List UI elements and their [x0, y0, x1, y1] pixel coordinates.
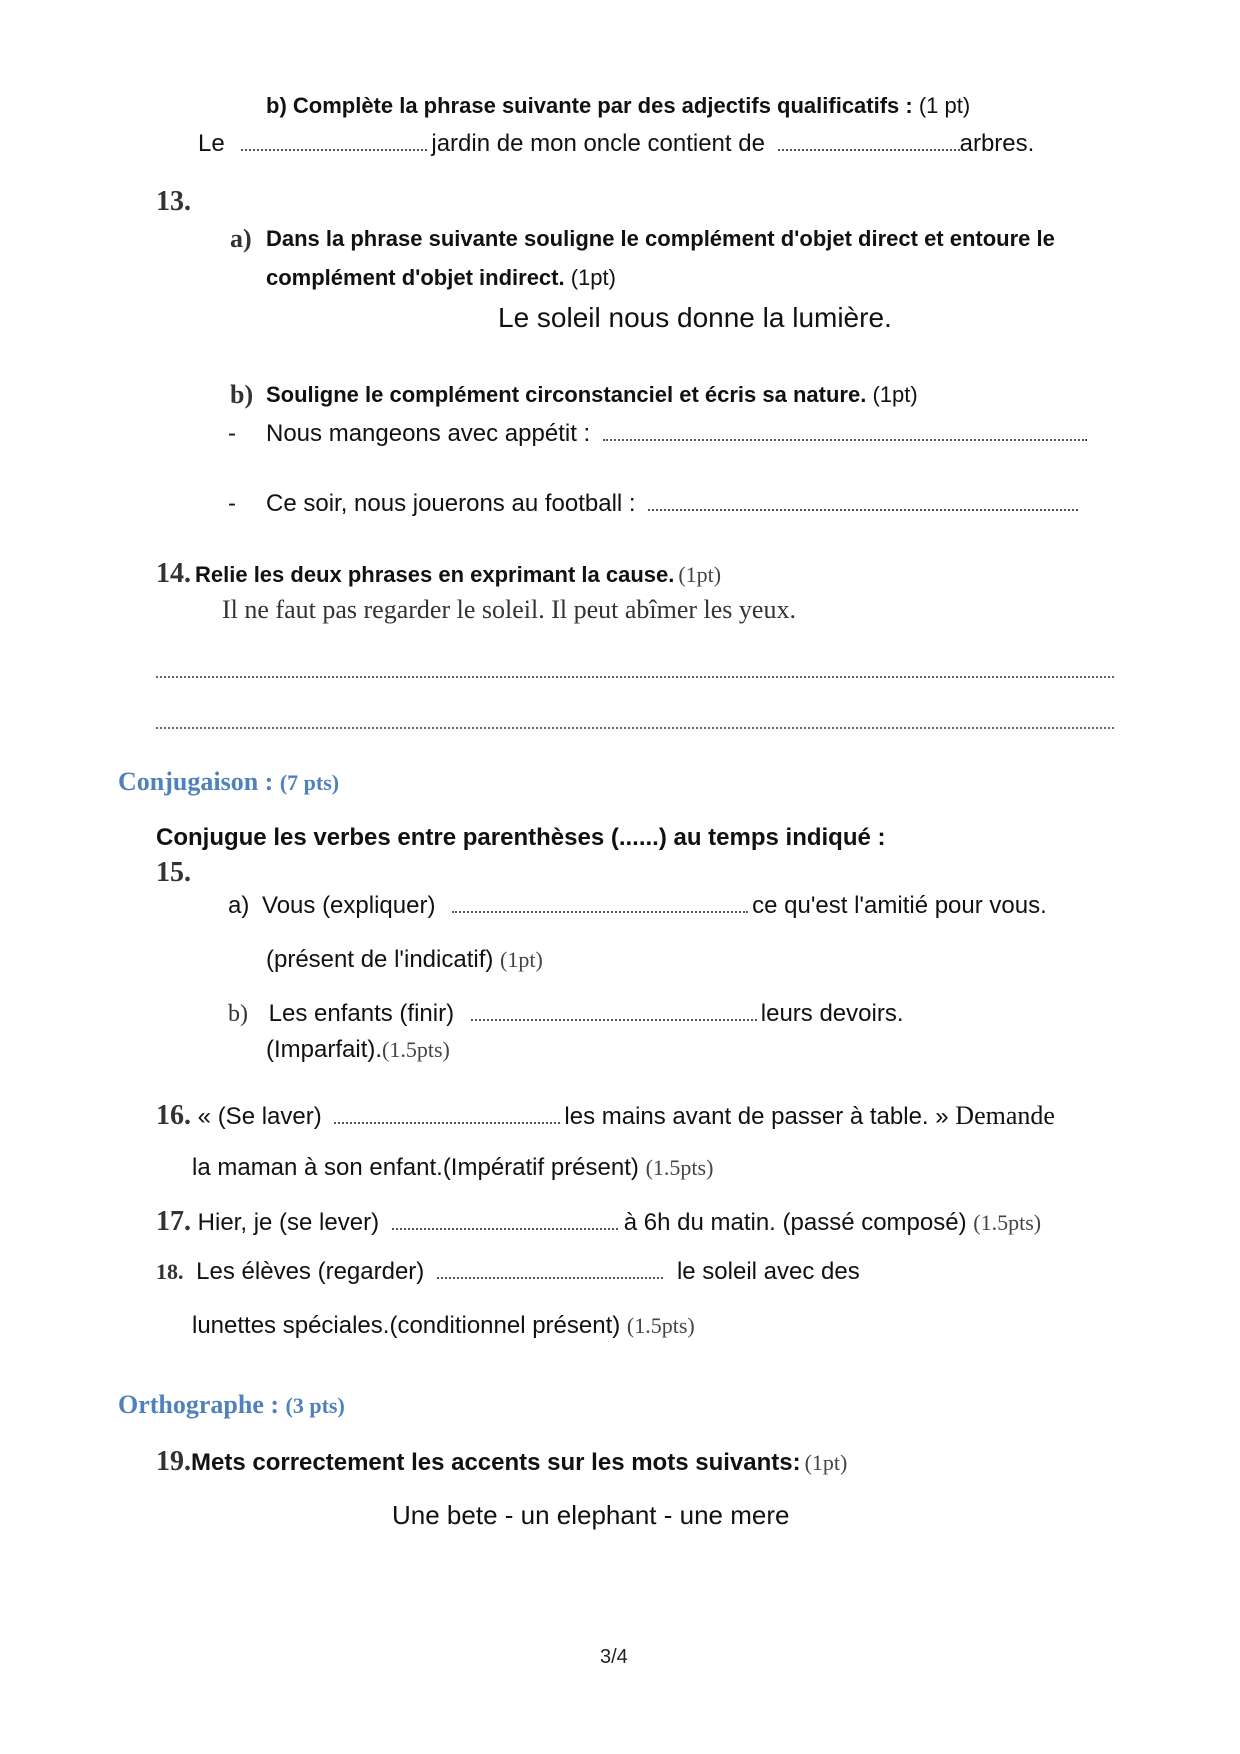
page-number: 3/4 [600, 1646, 628, 1668]
q13b-label: b) [230, 380, 254, 409]
q19-number: 19. [156, 1446, 191, 1477]
q18-points: (1.5pts) [626, 1313, 695, 1338]
q13a-label: a) [230, 224, 252, 253]
q13b-points: (1pt) [872, 382, 918, 407]
q15b-points: (1.5pts) [382, 1037, 450, 1062]
q14-points: (1pt) [678, 562, 722, 587]
q18-part2: le soleil avec des [676, 1258, 860, 1285]
q13b-item-2-text [266, 490, 1078, 518]
q13b-instruction [266, 382, 918, 408]
q13b-item-bullet: - [228, 420, 236, 447]
q15b-tense: (Imparfait). [266, 1036, 383, 1063]
q15b-line [228, 1000, 904, 1028]
q15b-label: b) [228, 1001, 248, 1027]
q15a-label: a) [228, 892, 250, 919]
q17-line [156, 1206, 1041, 1238]
q12b-title: b) Complète la phrase suivante par des adjectifs qualificatifs : [266, 93, 913, 118]
q12b-part2: jardin de mon oncle contient de [431, 130, 765, 157]
q16-blank[interactable] [334, 1104, 560, 1124]
q16-points: (1.5pts) [645, 1155, 714, 1180]
q18-part1: Les élèves (regarder) [196, 1258, 425, 1285]
q17-blank[interactable] [392, 1210, 618, 1230]
q19-words: Une bete - un elephant - une mere [392, 1500, 790, 1530]
q14-sentence: Il ne faut pas regarder le soleil. Il peut abîmer les yeux. [222, 595, 796, 624]
q13b-item-bullet: - [228, 490, 236, 517]
q16-line-2 [192, 1154, 713, 1182]
q17-part1: Hier, je (se lever) [197, 1209, 380, 1236]
orthographe-title: Orthographe : [118, 1390, 280, 1419]
q18-number: 18. [156, 1259, 184, 1284]
orthographe-points: (3 pts) [285, 1393, 345, 1418]
q15a-points: (1pt) [500, 947, 543, 972]
q13b-item-1-label: Nous mangeons avec appétit : [266, 420, 591, 447]
q13b-item-2-label: Ce soir, nous jouerons au football : [266, 490, 636, 517]
q16-part3: Demande [955, 1101, 1055, 1130]
q15a-tense-line [266, 946, 543, 974]
q13a-sentence: Le soleil nous donne la lumière. [498, 302, 892, 333]
q16-line2-text: la maman à son enfant.(Impératif présent) [192, 1154, 639, 1181]
q12b-part3: arbres. [959, 130, 1035, 157]
q18-line-1 [156, 1258, 860, 1286]
q15a-tense: (présent de l'indicatif) [266, 946, 494, 973]
q19-header [156, 1446, 847, 1478]
q16-part1: « (Se laver) [197, 1103, 322, 1130]
conjugaison-points: (7 pts) [279, 770, 340, 795]
q16-number: 16. [156, 1100, 191, 1131]
q13b-item-2 [228, 490, 236, 518]
q14-header [156, 558, 721, 590]
orthographe-heading [118, 1390, 345, 1420]
q13a-points: (1pt) [570, 265, 616, 290]
q15a-part2: ce qu'est l'amitié pour vous. [752, 892, 1047, 919]
q14-number: 14. [156, 558, 191, 589]
q13b-item-1-blank[interactable] [603, 421, 1087, 441]
q12b-blank-1[interactable] [241, 131, 427, 151]
q12b-part1: Le [198, 130, 225, 157]
q15a-part1: Vous (expliquer) [262, 892, 436, 919]
conjugaison-heading [118, 767, 339, 797]
q15-number: 15. [156, 857, 191, 888]
q18-blank[interactable] [437, 1259, 663, 1279]
q12b-blank-2[interactable] [778, 131, 960, 151]
q17-points: (1.5pts) [973, 1210, 1042, 1235]
q15b-tense-line [266, 1036, 450, 1064]
q14-instruction: Relie les deux phrases en exprimant la cause. [195, 562, 675, 587]
q18-line-2 [192, 1312, 695, 1340]
q12b-points: (1 pt) [918, 93, 971, 118]
q15a-blank[interactable] [452, 893, 748, 913]
q12b-sentence [198, 130, 1034, 158]
q18-line2-text: lunettes spéciales.(conditionnel présent) [192, 1312, 621, 1339]
q13b-item-1-text [266, 420, 1087, 448]
conjugaison-instruction: Conjugue les verbes entre parenthèses (......) au temps indiqué : [156, 824, 886, 851]
q14-answer-line-2[interactable] [156, 727, 1114, 729]
q16-part2: les mains avant de passer à table. » [564, 1103, 949, 1130]
q13-number: 13. [156, 186, 191, 217]
q13a-instruction-line1: Dans la phrase suivante souligne le complément d'objet direct et entoure le [266, 226, 1055, 251]
q13a-instruction-text: complément d'objet indirect. [266, 265, 565, 290]
q12b-instruction [266, 93, 970, 119]
q16-line-1 [156, 1100, 1055, 1132]
q19-instruction: Mets correctement les accents sur les mots suivants: [191, 1449, 801, 1476]
q13b-item-1 [228, 420, 236, 448]
q13a-instruction-line2 [266, 265, 616, 291]
q14-answer-line-1[interactable] [156, 676, 1114, 678]
q17-number: 17. [156, 1206, 191, 1237]
q15b-part1: Les enfants (finir) [268, 1000, 455, 1027]
q17-part2: à 6h du matin. (passé composé) [623, 1209, 967, 1236]
q19-points: (1pt) [804, 1450, 848, 1475]
q15a-line [228, 892, 1047, 920]
conjugaison-title: Conjugaison : [118, 767, 274, 796]
q13b-instruction-text: Souligne le complément circonstanciel et écris sa nature. [266, 382, 867, 407]
q15b-part2: leurs devoirs. [760, 1000, 904, 1027]
q15b-blank[interactable] [471, 1001, 757, 1021]
q13b-item-2-blank[interactable] [648, 491, 1078, 511]
